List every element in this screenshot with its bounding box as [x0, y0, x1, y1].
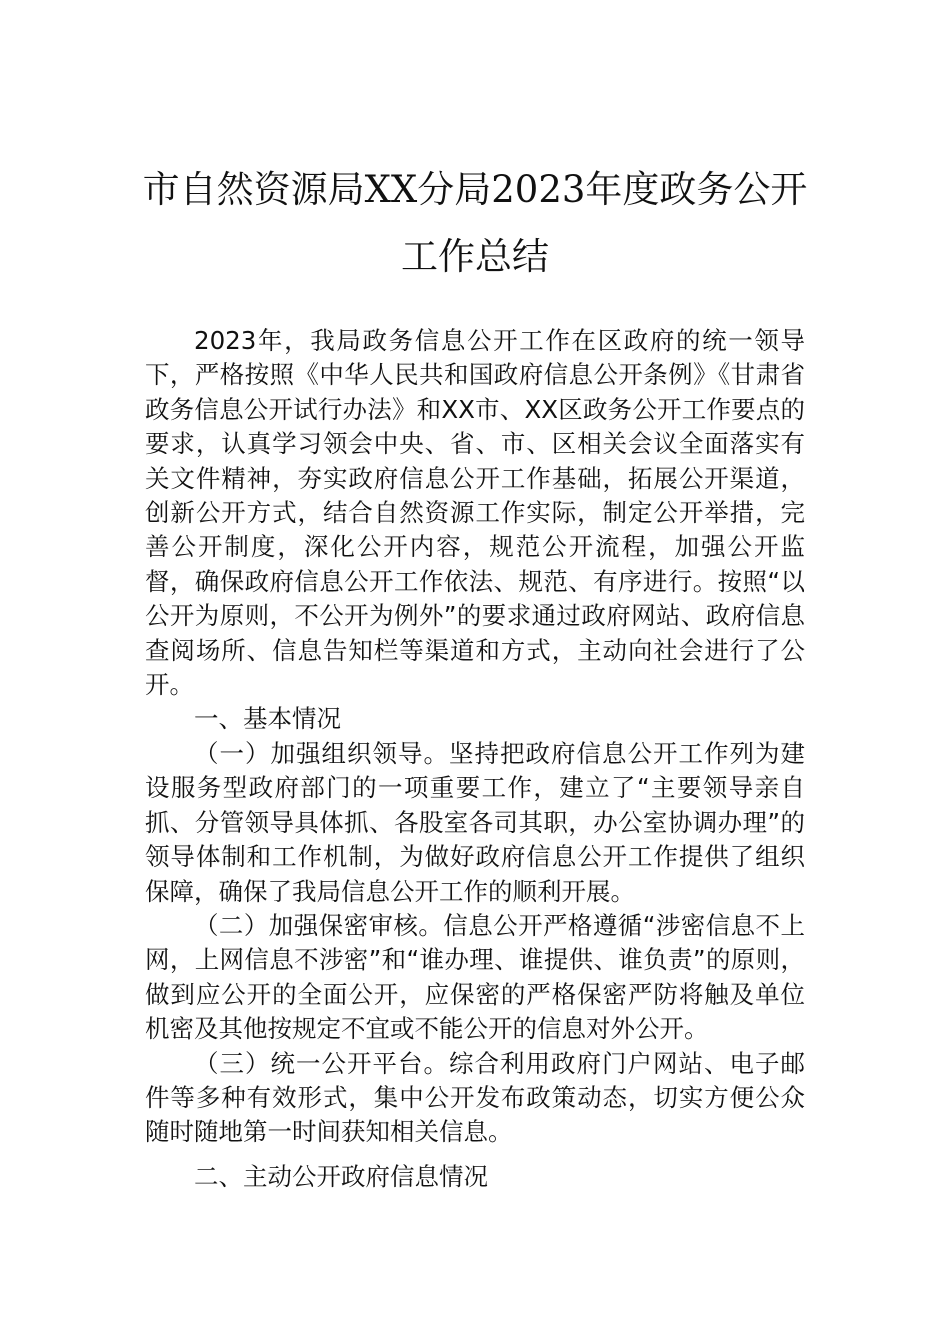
section-heading-proactive-disclosure: 二、主动公开政府信息情况 [194, 1161, 488, 1191]
document-title-line-1: 市自然资源局XX分局2023年度政务公开 [142, 168, 808, 211]
document-title-line-2: 工作总结 [401, 235, 549, 278]
paragraph-confidentiality-review: （二）加强保密审核。信息公开严格遵循“涉密信息不上网，上网信息不涉密”和“谁办理、谁提供、谁负责”的原则，做到应公开的全面公开，应保密的严格保密严防将触及单位机密及其他按规定不宜或不能公开的信息对外公开。 [145, 910, 805, 1044]
paragraph-unified-platform: （三）统一公开平台。综合利用政府门户网站、电子邮件等多种有效形式，集中公开发布政策动态，切实方便公众随时随地第一时间获知相关信息。 [145, 1048, 805, 1147]
document-body [145, 324, 805, 1194]
intro-paragraph: 2023年，我局政务信息公开工作在区政府的统一领导下，严格按照《中华人民共和国政府信息公开条例》《甘肃省政务信息公开试行办法》和XX市、XX区政务公开工作要点的要求，认真学习领会中央、省、市、区相关会议全面落实有关文件精神，夯实政府信息公开工作基础，拓展公开渠道，创新公开方式，结合自然资源工作实际，制定公开举措，完善公开制度，深化公开内容，规范公开流程，加强公开监督，确保政府信息公开工作依法、规范、有序进行。按照“以公开为原则，不公开为例外”的要求通过政府网站、政府信息查阅场所、信息告知栏等渠道和方式，主动向社会进行了公开。 [145, 326, 805, 700]
paragraph-organization-leadership: （一）加强组织领导。坚持把政府信息公开工作列为建设服务型政府部门的一项重要工作，建立了“主要领导亲自抓、分管领导具体抓、各股室各司其职，办公室协调办理”的领导体制和工作机制，为做好政府信息公开工作提供了组织保障，确保了我局信息公开工作的顺利开展。 [145, 738, 805, 906]
section-heading-basic-situation: 一、基本情况 [194, 704, 341, 734]
